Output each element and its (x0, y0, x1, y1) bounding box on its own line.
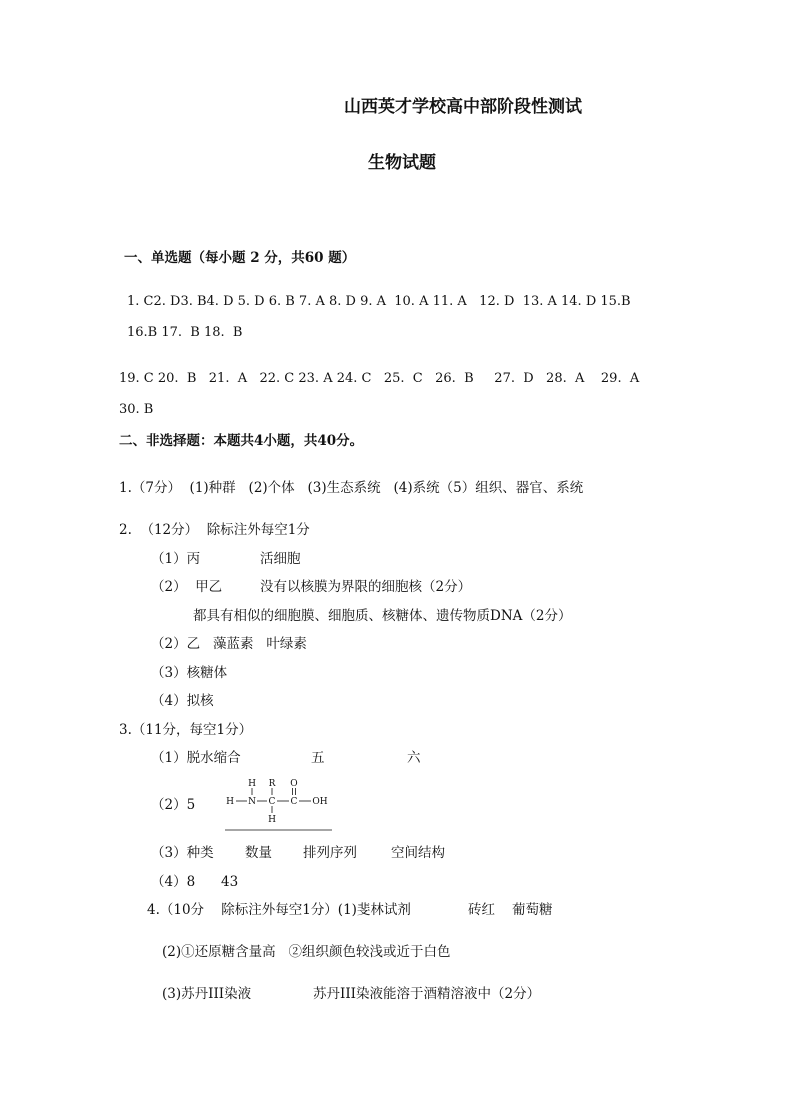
formula-atom: H (268, 815, 276, 825)
q3-answer: 六 (407, 750, 421, 766)
q3-answer: （1）脱水缩合 (151, 750, 241, 766)
formula-atom: H (248, 779, 256, 789)
q2-answer: （1）丙 (151, 551, 201, 567)
section1-heading: 一、单选题（每小题 2 分，共60 题） (124, 250, 356, 266)
q4-answer: (3)苏丹III染液 (162, 986, 252, 1002)
formula-atom: H (226, 797, 234, 807)
q4-answer: 苏丹III染液能溶于酒精溶液中（2分） (313, 986, 541, 1002)
q3-answer: 五 (311, 750, 325, 766)
formula-atom: R (268, 779, 276, 789)
q3-answer: 排列序列 (303, 845, 357, 861)
q3-answer: 43 (221, 874, 239, 890)
exam-subtitle: 生物试题 (368, 153, 436, 173)
q3-answer: 空间结构 (391, 845, 445, 861)
q2-answer: （2） 甲乙 (151, 579, 223, 595)
formula-atom: C (268, 797, 276, 807)
q3-answer: （4）8 (151, 874, 196, 890)
section2-heading: 二、非选择题：本题共4小题，共40分。 (119, 433, 364, 449)
answer-line: 16.B 17. B 18. B (127, 325, 243, 340)
answer-line: 19. C 20. B 21. A 22. C 23. A 24. C 25. C 26. B 27. D 28. A 29. A (119, 371, 640, 386)
q3-answer: （2）5 (151, 797, 196, 813)
q2-answer: （2）乙 藻蓝素 叶绿素 (151, 636, 307, 652)
q2-heading: 2. （12分） 除标注外每空1分 (119, 522, 310, 538)
answer-line: 30. B (119, 402, 154, 417)
q3-answer: （3）种类 (151, 845, 214, 861)
q4-answer: 葡萄糖 (512, 902, 553, 918)
q4-answer: (2)①还原糖含量高 ②组织颜色较浅或近于白色 (162, 944, 451, 960)
q3-answer: 数量 (245, 845, 272, 861)
q3-heading: 3.（11分，每空1分） (119, 722, 253, 738)
answer-line: 1. C2. D3. B4. D 5. D 6. B 7. A 8. D 9. A 10. A 11. A 12. D 13. A 14. D 15.B (127, 294, 631, 309)
formula-atom: C (290, 797, 298, 807)
formula-atom: OH (312, 797, 328, 807)
formula-atom: N (248, 797, 256, 807)
q2-answer: （4）拟核 (151, 693, 214, 709)
q2-answer: 没有以核膜为界限的细胞核（2分） (260, 579, 472, 595)
q2-answer: （3）核糖体 (151, 665, 228, 681)
q1-answer: 1.（7分） (1)种群 (2)个体 (3)生态系统 (4)系统（5）组织、器官、系统 (119, 480, 584, 496)
amino-acid-formula (222, 776, 334, 832)
exam-title: 山西英才学校高中部阶段性测试 (344, 97, 582, 117)
formula-atom: O (290, 779, 298, 789)
q2-answer: 活细胞 (260, 551, 301, 567)
q4-heading: 4.（10分 除标注外每空1分）(1)斐林试剂 (147, 902, 411, 918)
q2-answer: 都具有相似的细胞膜、细胞质、核糖体、遗传物质DNA（2分） (193, 608, 572, 624)
q4-answer: 砖红 (468, 902, 495, 918)
